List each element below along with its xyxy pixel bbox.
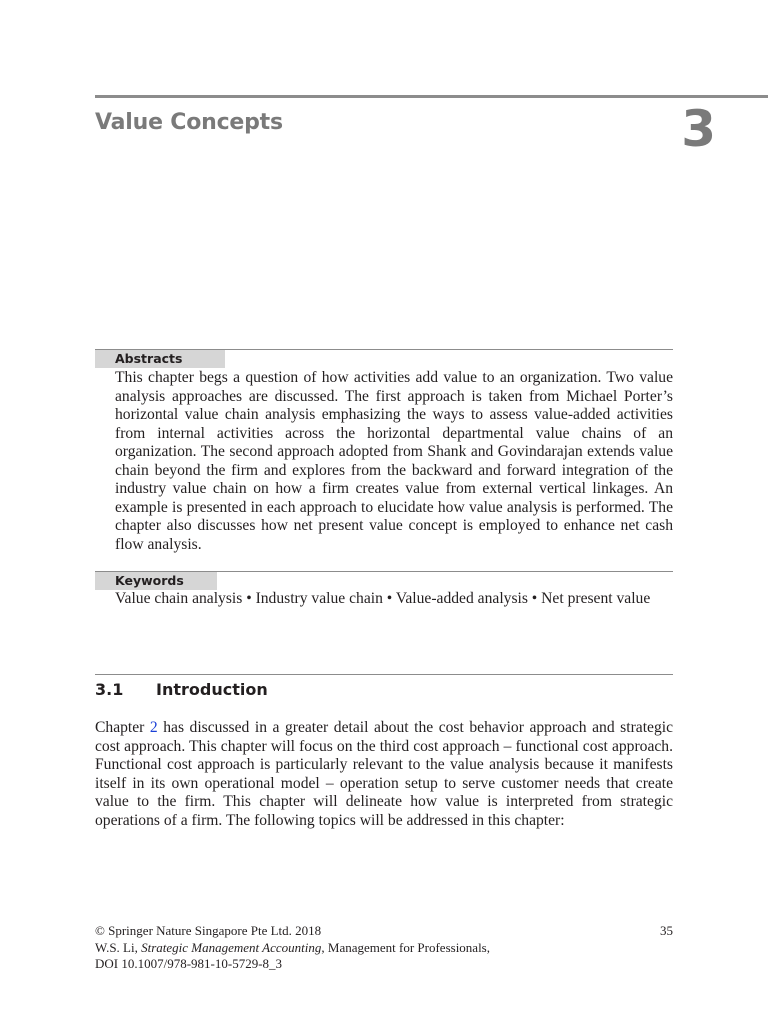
chapter-number: 3 <box>681 100 716 158</box>
section-rule <box>95 674 673 675</box>
abstract-text: This chapter begs a question of how activities add value to an organization. Two value analysis approaches are discussed. The first approach is taken from Michael Porter’s horizontal value chain analysis emphasizing the ways to assess value-added activities from internal activities across the horizontal departmental value chains of an organization. The second approach adopted from Shank and Govindarajan extends value chain beyond the firm and explores from the backward and forward integration of the industry value chain on how a firm creates value from external vertical linkages. An example is presented in each approach to elucidate how value analysis is performed. The chapter also discusses how net present value concept is employed to enhance net cash flow analysis. <box>115 369 673 553</box>
section-heading <box>95 680 268 699</box>
doi-line: DOI 10.1007/978-981-10-5729-8_3 <box>95 956 283 971</box>
citation-series: , Management for Professionals, <box>321 939 490 955</box>
chapter-top-rule <box>95 95 768 98</box>
copyright-line: © Springer Nature Singapore Pte Ltd. 2018 <box>95 923 322 938</box>
page-footer <box>95 923 673 973</box>
introduction-paragraph <box>95 719 673 830</box>
section-title: Introduction <box>156 680 268 699</box>
citation-line <box>95 940 673 957</box>
section-number: 3.1 <box>95 680 124 699</box>
citation-book-title: Strategic Management Accounting <box>141 939 322 955</box>
chapter-reference-link[interactable]: 2 <box>149 719 158 736</box>
abstracts-label: Abstracts <box>95 350 225 368</box>
keywords-label: Keywords <box>95 572 217 590</box>
chapter-title: Value Concepts <box>95 110 283 135</box>
intro-text-rest: has discussed in a greater detail about the cost behavior approach and strategic cost approach. This chapter will focus on the third cost approach – functional cost approach. Functional cost approach is particularly relevant to the value analysis because it manifests itself in its own operational model – operation setup to serve customer needs that create value to the firm. This chapter will delineate how value is interpreted from strategic operations of a firm. The following topics will be addressed in this chapter: <box>95 719 673 829</box>
citation-author: W.S. Li, <box>95 939 142 955</box>
page-number: 35 <box>660 923 673 938</box>
intro-text-start: Chapter <box>95 719 150 736</box>
keywords-text: Value chain analysis • Industry value chain • Value-added analysis • Net present value <box>115 590 651 607</box>
